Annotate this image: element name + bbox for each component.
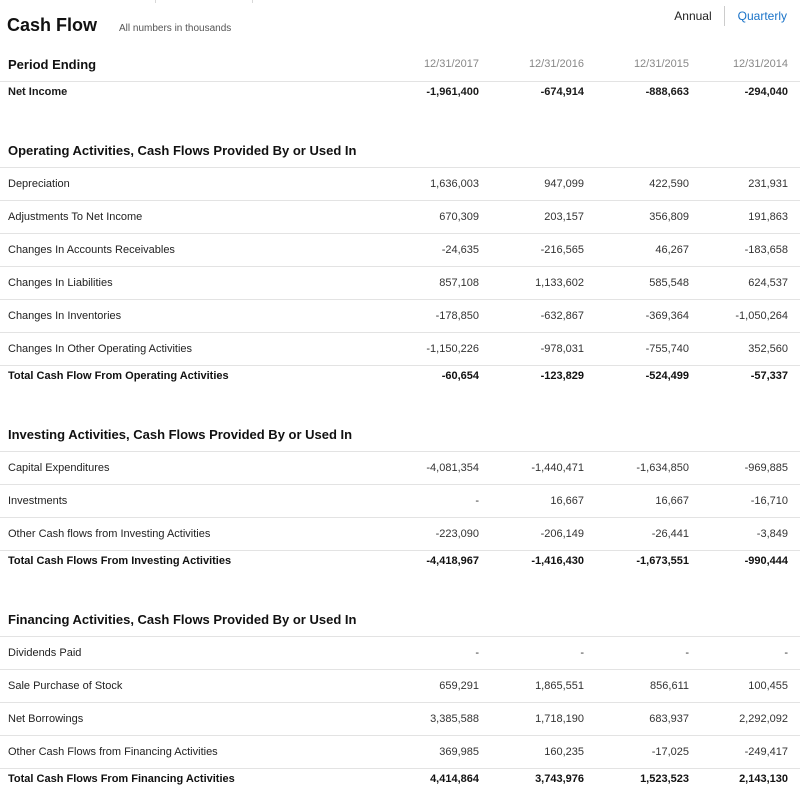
row-value: -3,849 — [695, 518, 800, 551]
row-value: -24,635 — [380, 234, 485, 267]
row-value: -17,025 — [590, 736, 695, 769]
row-value: -674,914 — [485, 82, 590, 103]
row-value: 2,143,130 — [695, 769, 800, 789]
row-value: 683,937 — [590, 703, 695, 736]
financing-row — [0, 703, 800, 736]
investing-row — [0, 518, 800, 551]
row-value: -1,440,471 — [485, 452, 590, 485]
period-header-row — [0, 45, 800, 82]
row-label: Depreciation — [0, 168, 380, 201]
row-label: Changes In Liabilities — [0, 267, 380, 300]
row-value: -60,654 — [380, 366, 485, 387]
row-value: - — [695, 637, 800, 670]
row-value: 369,985 — [380, 736, 485, 769]
row-value: 1,865,551 — [485, 670, 590, 703]
row-value: 1,133,602 — [485, 267, 590, 300]
row-value: -206,149 — [485, 518, 590, 551]
row-value: 857,108 — [380, 267, 485, 300]
financing-row — [0, 736, 800, 769]
row-label: Net Income — [0, 82, 380, 103]
row-value: -1,050,264 — [695, 300, 800, 333]
financing-section-heading — [0, 571, 800, 637]
row-label: Changes In Other Operating Activities — [0, 333, 380, 366]
row-value: 2,292,092 — [695, 703, 800, 736]
cash-flow-table — [0, 45, 800, 789]
row-value: 856,611 — [590, 670, 695, 703]
operating-row — [0, 267, 800, 300]
period-date: 12/31/2017 — [380, 45, 485, 82]
financing-row — [0, 637, 800, 670]
operating-total-row — [0, 366, 800, 387]
period-toggle — [674, 6, 787, 26]
row-label: Other Cash Flows from Financing Activities — [0, 736, 380, 769]
row-value: -16,710 — [695, 485, 800, 518]
row-value: - — [380, 637, 485, 670]
row-value: -1,416,430 — [485, 551, 590, 572]
period-date: 12/31/2014 — [695, 45, 800, 82]
row-value: 231,931 — [695, 168, 800, 201]
row-value: -216,565 — [485, 234, 590, 267]
row-value: 160,235 — [485, 736, 590, 769]
row-value: -369,364 — [590, 300, 695, 333]
row-label: Investments — [0, 485, 380, 518]
operating-section-heading — [0, 102, 800, 168]
investing-row — [0, 452, 800, 485]
row-value: 191,863 — [695, 201, 800, 234]
row-value: 3,385,588 — [380, 703, 485, 736]
row-label: Total Cash Flows From Investing Activities — [0, 551, 380, 572]
financing-row — [0, 670, 800, 703]
row-value: -57,337 — [695, 366, 800, 387]
row-value: 46,267 — [590, 234, 695, 267]
operating-row — [0, 333, 800, 366]
row-value: -969,885 — [695, 452, 800, 485]
investing-total-row — [0, 551, 800, 572]
row-value: -223,090 — [380, 518, 485, 551]
row-value: 670,309 — [380, 201, 485, 234]
annual-button[interactable]: Annual — [674, 9, 723, 23]
row-label: Total Cash Flow From Operating Activities — [0, 366, 380, 387]
row-value: -183,658 — [695, 234, 800, 267]
operating-row — [0, 300, 800, 333]
financing-total-row — [0, 769, 800, 789]
row-label: Total Cash Flows From Financing Activities — [0, 769, 380, 789]
net-income-row — [0, 82, 800, 103]
operating-row — [0, 234, 800, 267]
row-value: -632,867 — [485, 300, 590, 333]
row-value: -1,634,850 — [590, 452, 695, 485]
row-value: -755,740 — [590, 333, 695, 366]
row-label: Changes In Inventories — [0, 300, 380, 333]
row-label: Net Borrowings — [0, 703, 380, 736]
row-value: 1,718,190 — [485, 703, 590, 736]
period-date: 12/31/2015 — [590, 45, 695, 82]
row-value: -524,499 — [590, 366, 695, 387]
row-value: 100,455 — [695, 670, 800, 703]
row-value: 624,537 — [695, 267, 800, 300]
row-label: Dividends Paid — [0, 637, 380, 670]
row-value: 16,667 — [590, 485, 695, 518]
row-value: -4,081,354 — [380, 452, 485, 485]
row-label: Adjustments To Net Income — [0, 201, 380, 234]
row-value: 585,548 — [590, 267, 695, 300]
section-title: Investing Activities, Cash Flows Provided By or Used In — [0, 386, 800, 452]
row-value: -26,441 — [590, 518, 695, 551]
row-value: 3,743,976 — [485, 769, 590, 789]
units-note: All numbers in thousands — [119, 23, 231, 34]
row-value: -178,850 — [380, 300, 485, 333]
row-value: -294,040 — [695, 82, 800, 103]
section-title: Financing Activities, Cash Flows Provided By or Used In — [0, 571, 800, 637]
row-value: -1,673,551 — [590, 551, 695, 572]
quarterly-button[interactable]: Quarterly — [725, 9, 787, 23]
page-header — [0, 0, 800, 44]
row-value: - — [590, 637, 695, 670]
row-value: -123,829 — [485, 366, 590, 387]
row-value: - — [485, 637, 590, 670]
period-date: 12/31/2016 — [485, 45, 590, 82]
row-value: -978,031 — [485, 333, 590, 366]
investing-row — [0, 485, 800, 518]
row-value: -990,444 — [695, 551, 800, 572]
row-label: Sale Purchase of Stock — [0, 670, 380, 703]
row-value: -4,418,967 — [380, 551, 485, 572]
page-title: Cash Flow — [7, 15, 97, 36]
row-value: 1,636,003 — [380, 168, 485, 201]
row-value: 1,523,523 — [590, 769, 695, 789]
row-value: -1,961,400 — [380, 82, 485, 103]
row-label: Other Cash flows from Investing Activities — [0, 518, 380, 551]
row-label: Changes In Accounts Receivables — [0, 234, 380, 267]
row-value: 4,414,864 — [380, 769, 485, 789]
period-label: Period Ending — [0, 45, 380, 82]
row-value: - — [380, 485, 485, 518]
investing-section-heading — [0, 386, 800, 452]
row-value: 352,560 — [695, 333, 800, 366]
row-value: 659,291 — [380, 670, 485, 703]
row-value: -888,663 — [590, 82, 695, 103]
row-value: -249,417 — [695, 736, 800, 769]
row-value: 16,667 — [485, 485, 590, 518]
section-title: Operating Activities, Cash Flows Provided By or Used In — [0, 102, 800, 168]
row-value: 356,809 — [590, 201, 695, 234]
row-label: Capital Expenditures — [0, 452, 380, 485]
row-value: -1,150,226 — [380, 333, 485, 366]
row-value: 203,157 — [485, 201, 590, 234]
row-value: 422,590 — [590, 168, 695, 201]
operating-row — [0, 168, 800, 201]
operating-row — [0, 201, 800, 234]
row-value: 947,099 — [485, 168, 590, 201]
